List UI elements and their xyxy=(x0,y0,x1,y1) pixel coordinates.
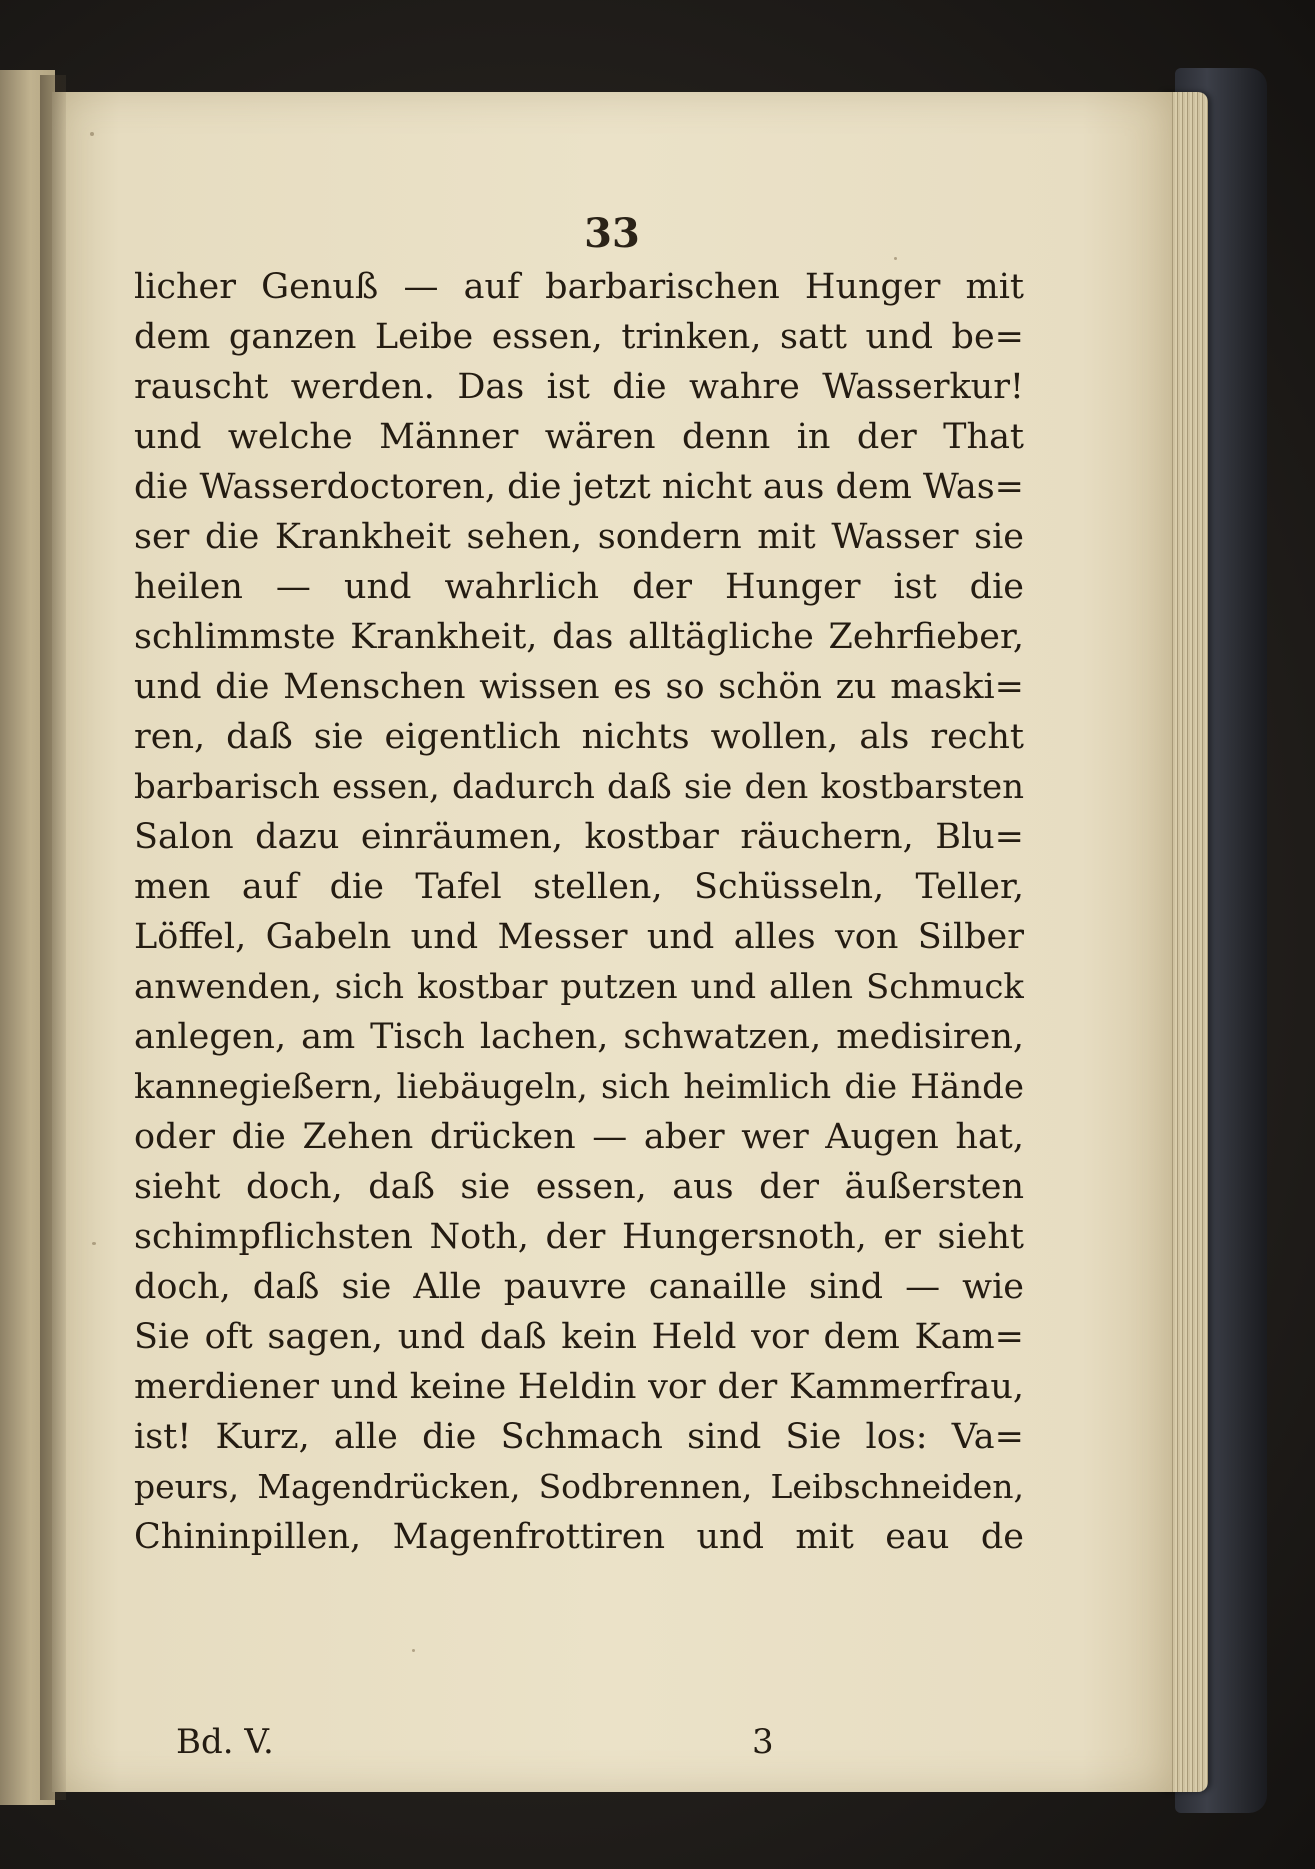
text-line: dem ganzen Leibe essen, trinken, satt und be= xyxy=(134,317,1024,357)
paper-speck xyxy=(92,1242,96,1245)
text-line: Chininpillen, Magenfrottiren und mit eau de xyxy=(134,1517,1024,1557)
text-line: rauscht werden. Das ist die wahre Wasserkur! xyxy=(134,367,1024,407)
text-line: doch, daß sie Alle pauvre canaille sind — wie xyxy=(134,1267,1024,1307)
text-line: Salon dazu einräumen, kostbar räuchern, Blu= xyxy=(134,817,1024,857)
text-line: kannegießern, liebäugeln, sich heimlich die Hände xyxy=(134,1067,1024,1107)
text-line: anlegen, am Tisch lachen, schwatzen, medisiren, xyxy=(134,1017,1024,1057)
text-line: sieht doch, daß sie essen, aus der äußersten xyxy=(134,1167,1024,1207)
text-line: Sie oft sagen, und daß kein Held vor dem Kam= xyxy=(134,1317,1024,1357)
signature-mark: Bd. V. xyxy=(176,1722,274,1762)
text-line: men auf die Tafel stellen, Schüsseln, Teller, xyxy=(134,867,1024,907)
page-gutter-shadow xyxy=(40,75,66,1800)
text-line: licher Genuß — auf barbarischen Hunger mit xyxy=(134,267,1024,307)
text-line: schimpflichsten Noth, der Hungersnoth, er sieht xyxy=(134,1217,1024,1257)
text-line: und die Menschen wissen es so schön zu maski= xyxy=(134,667,1024,707)
text-line: anwenden, sich kostbar putzen und allen Schmuck xyxy=(134,967,1024,1007)
paper-speck xyxy=(894,257,897,260)
text-line: die Wasserdoctoren, die jetzt nicht aus dem Was= xyxy=(134,467,1024,507)
paper-speck xyxy=(90,132,94,136)
text-line: und welche Männer wären denn in der That xyxy=(134,417,1024,457)
text-line: Löffel, Gabeln und Messer und alles von Silber xyxy=(134,917,1024,957)
body-text xyxy=(134,262,1024,1722)
page-number: 33 xyxy=(584,210,640,257)
text-line: ren, daß sie eigentlich nichts wollen, als recht xyxy=(134,717,1024,757)
text-line: merdiener und keine Heldin vor der Kammerfrau, xyxy=(134,1367,1024,1407)
text-line: barbarisch essen, dadurch daß sie den kostbarsten xyxy=(134,767,1024,807)
signature-number: 3 xyxy=(752,1722,774,1762)
paper-speck xyxy=(412,1649,415,1652)
text-line: peurs, Magendrücken, Sodbrennen, Leibschneiden, xyxy=(134,1467,1024,1506)
text-line: ist! Kurz, alle die Schmach sind Sie los: Va= xyxy=(134,1417,1024,1457)
text-line: schlimmste Krankheit, das alltägliche Zehrfieber, xyxy=(134,617,1024,657)
text-line: oder die Zehen drücken — aber wer Augen hat, xyxy=(134,1117,1024,1157)
text-line: heilen — und wahrlich der Hunger ist die xyxy=(134,567,1024,607)
book-page xyxy=(52,92,1172,1792)
page-footer xyxy=(52,1722,1172,1772)
text-line: ser die Krankheit sehen, sondern mit Wasser sie xyxy=(134,517,1024,557)
